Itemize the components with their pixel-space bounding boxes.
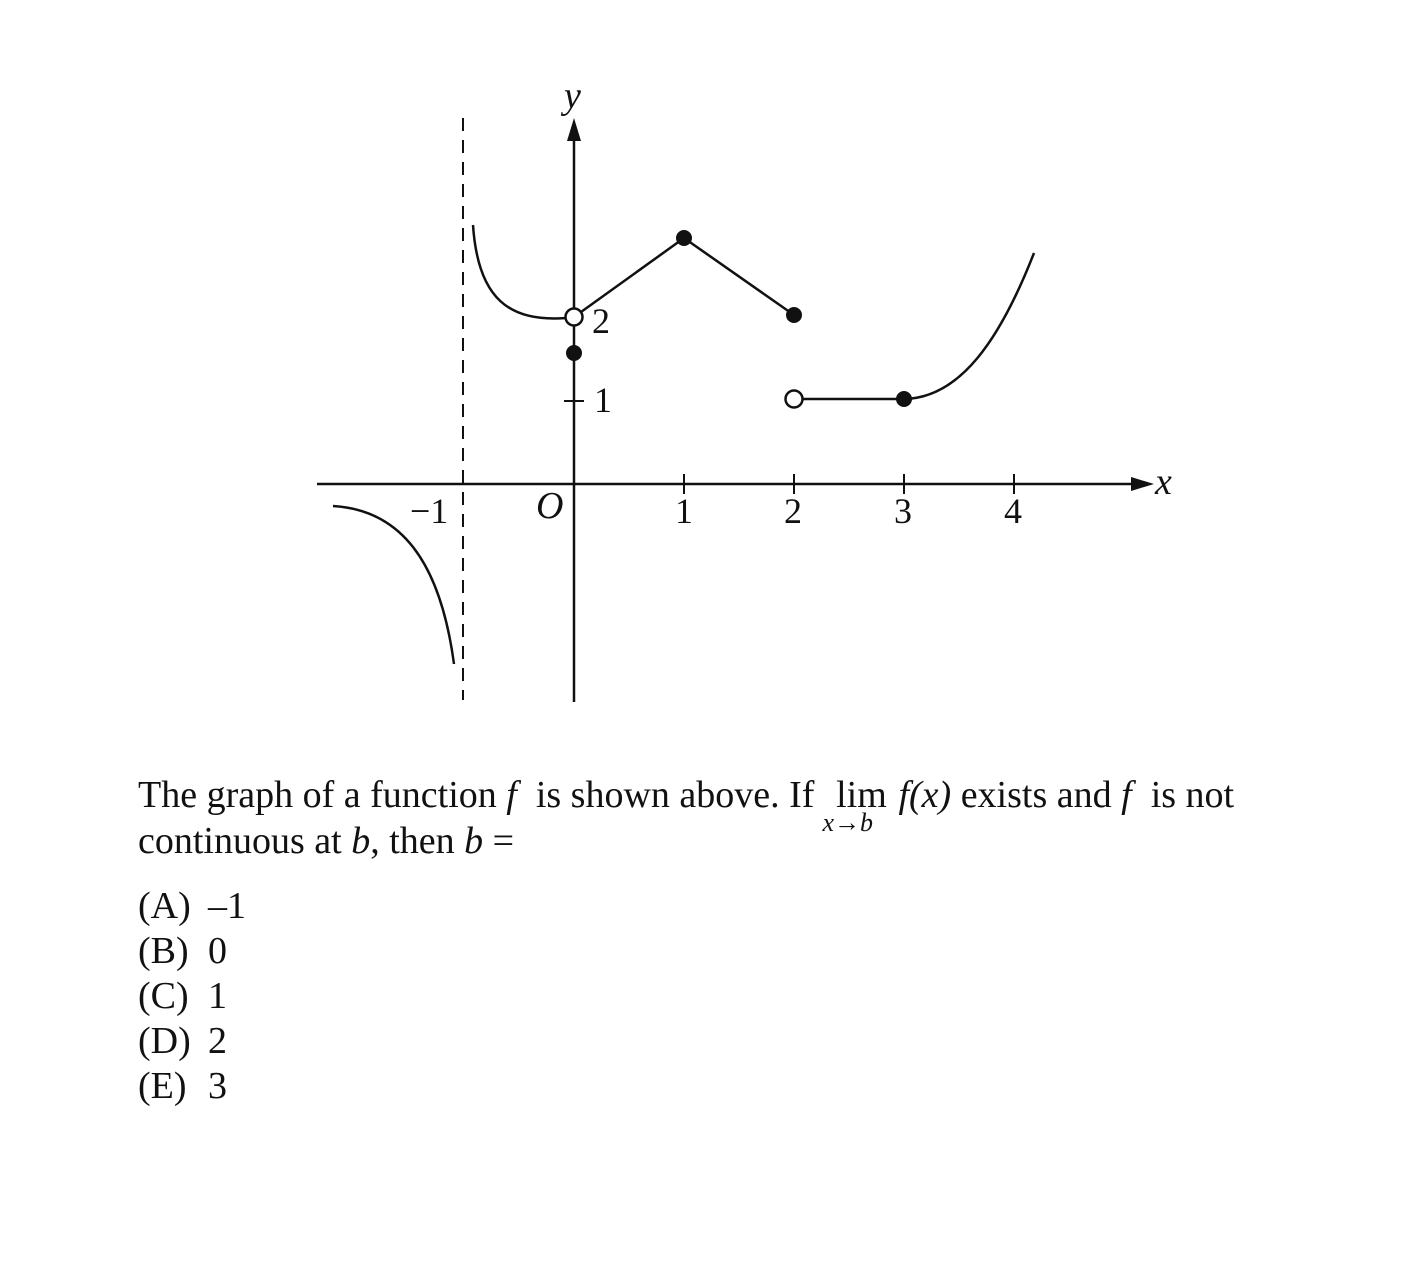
question-line-1: The graph of a function f is shown above. If lim x→b f(x) exists and f is not	[138, 774, 1235, 837]
closed-point-2	[786, 307, 802, 323]
x-tick-label-3: 3	[894, 491, 912, 531]
y-axis-arrow	[567, 118, 581, 141]
choice-c[interactable]: (C) 1	[138, 975, 227, 1017]
x-tick-label-4: 4	[1004, 491, 1022, 531]
question-line-2: continuous at b, then b =	[138, 820, 515, 862]
open-point-2-1	[786, 391, 803, 408]
origin-label: O	[536, 485, 564, 527]
x-tick-label-neg1: −1	[410, 491, 449, 531]
x-axis-arrow	[1131, 477, 1154, 491]
choice-a[interactable]: (A) –1	[138, 885, 246, 927]
x-axis-label: x	[1155, 461, 1172, 503]
piecewise-linear-segment	[581, 238, 794, 315]
x-tick-label-1: 1	[675, 491, 693, 531]
rising-curve	[904, 253, 1034, 399]
right-of-asymptote-curve	[473, 225, 566, 318]
limit-expression: lim x→b	[822, 774, 887, 837]
y-tick-label-2: 2	[592, 301, 610, 341]
question-text	[138, 772, 1368, 864]
choice-d[interactable]: (D) 2	[138, 1020, 227, 1062]
y-tick-label-1: 1	[594, 380, 612, 420]
x-tick-label-2: 2	[784, 491, 802, 531]
closed-point-1	[676, 230, 692, 246]
closed-point-3	[896, 391, 912, 407]
limit-subscript: x→b	[822, 808, 873, 837]
y-axis-label: y	[564, 75, 581, 117]
answer-choices	[138, 884, 246, 1109]
choice-e[interactable]: (E) 3	[138, 1065, 227, 1107]
closed-point-0	[566, 345, 582, 361]
open-point-0-2	[566, 309, 583, 326]
choice-b[interactable]: (B) 0	[138, 930, 227, 972]
